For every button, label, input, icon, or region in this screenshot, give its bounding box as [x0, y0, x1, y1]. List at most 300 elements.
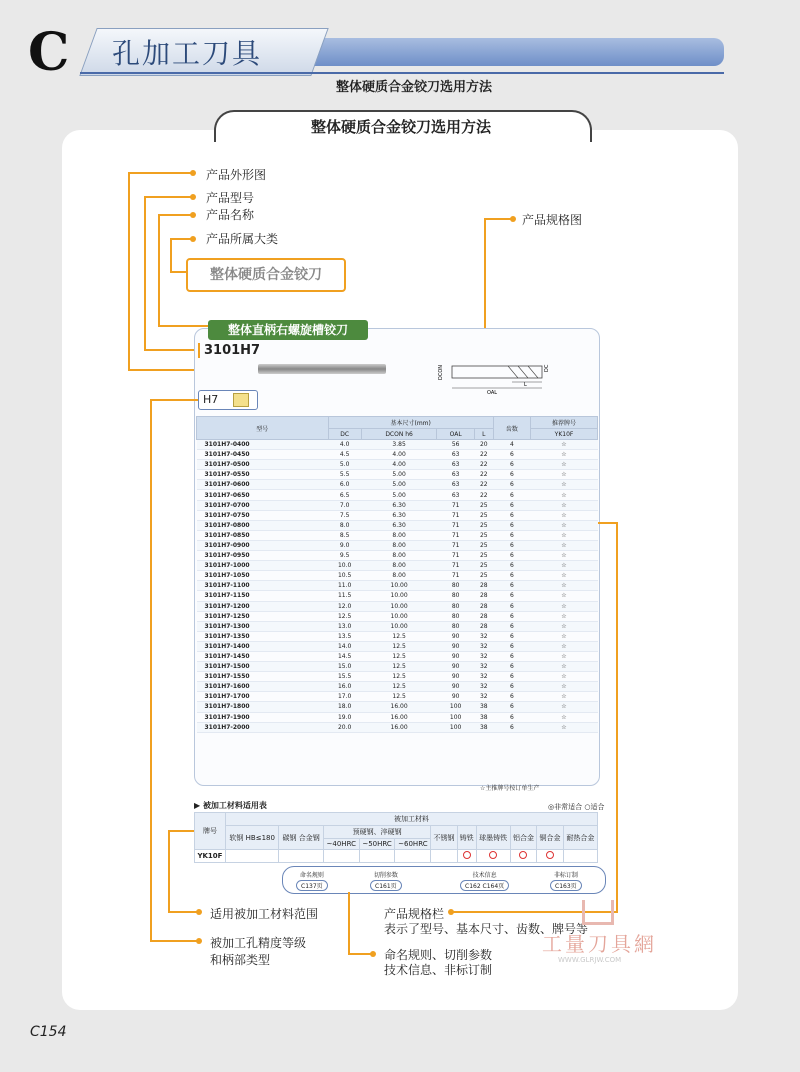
mat-col-10: 耐热合金: [563, 826, 597, 850]
dot-name: [190, 212, 196, 218]
table-cell: ☆: [531, 591, 598, 601]
table-cell: 90: [437, 672, 474, 682]
table-cell: 63: [437, 480, 474, 490]
table-row: [197, 561, 598, 571]
table-cell: 12.5: [361, 682, 437, 692]
mat-row-grade: YK10F: [195, 850, 226, 863]
label-dcon: DCON: [438, 364, 444, 380]
ref-custom[interactable]: [550, 870, 582, 891]
table-cell: 90: [437, 692, 474, 702]
table-cell: 6: [493, 500, 530, 510]
leader-outline: [128, 172, 130, 370]
table-cell: 6: [493, 510, 530, 520]
table-cell: 6: [493, 712, 530, 722]
col-model: 型号: [197, 417, 329, 440]
mat-col-5: 不锈钢: [431, 826, 457, 850]
mat-mark-cell: [431, 850, 457, 863]
ref-cutting-label: 切削参数: [373, 872, 398, 879]
leader-naming: [348, 892, 350, 954]
mat-mark-cell: [225, 850, 279, 863]
table-cell: 8.00: [361, 551, 437, 561]
table-cell: 6: [493, 470, 530, 480]
table-cell: 38: [474, 712, 493, 722]
mat-col-4: ~60HRC: [395, 839, 431, 850]
mat-col-7: 球墨铸铁: [476, 826, 510, 850]
table-cell: 71: [437, 551, 474, 561]
table-row: [197, 662, 598, 672]
table-cell: 28: [474, 611, 493, 621]
table-cell: 9.5: [328, 551, 361, 561]
header-title: 孔加工刀具: [112, 37, 263, 70]
table-cell: 71: [437, 561, 474, 571]
table-cell: 16.00: [361, 702, 437, 712]
label-l: L: [524, 382, 527, 388]
table-cell: 20.0: [328, 722, 361, 732]
table-cell: 3101H7-0850: [197, 530, 329, 540]
table-cell: 80: [437, 581, 474, 591]
dot-naming: [370, 951, 376, 957]
table-cell: 22: [474, 460, 493, 470]
table-cell: 6: [493, 551, 530, 561]
table-cell: 15.5: [328, 672, 361, 682]
table-cell: 11.5: [328, 591, 361, 601]
table-cell: 32: [474, 672, 493, 682]
table-cell: 6.30: [361, 500, 437, 510]
table-cell: 22: [474, 470, 493, 480]
table-cell: ☆: [531, 621, 598, 631]
leader-naming-end: [348, 953, 372, 955]
table-cell: 6.5: [328, 490, 361, 500]
table-cell: 3101H7-1200: [197, 601, 329, 611]
table-cell: 12.5: [361, 662, 437, 672]
table-cell: 8.00: [361, 571, 437, 581]
table-cell: 3101H7-2000: [197, 722, 329, 732]
ref-naming-label: 命名规则: [299, 872, 324, 879]
ref-cutting[interactable]: [370, 870, 402, 891]
table-cell: 4.0: [328, 440, 361, 450]
mat-mark-cell: [537, 850, 563, 863]
table-cell: 90: [437, 641, 474, 651]
table-row: [197, 712, 598, 722]
table-cell: 4.5: [328, 450, 361, 460]
table-cell: 6: [493, 530, 530, 540]
table-cell: 22: [474, 480, 493, 490]
table-cell: 5.0: [328, 460, 361, 470]
shank-icon: [233, 393, 249, 407]
table-cell: 3101H7-1000: [197, 561, 329, 571]
table-cell: 32: [474, 692, 493, 702]
table-cell: ☆: [531, 601, 598, 611]
table-cell: 10.00: [361, 611, 437, 621]
col-basic: 基本尺寸(mm): [328, 417, 493, 429]
table-cell: 10.00: [361, 621, 437, 631]
spec-note: ☆主推牌号按订单生产: [480, 785, 540, 792]
table-cell: 12.5: [361, 641, 437, 651]
watermark-url: WWW.GLRJW.COM: [558, 956, 622, 964]
table-cell: 22: [474, 490, 493, 500]
mat-mark-cell: [476, 850, 510, 863]
table-cell: 6.0: [328, 480, 361, 490]
table-cell: 32: [474, 662, 493, 672]
mat-col-group: 预硬钢、淬硬钢: [323, 826, 430, 839]
table-cell: 10.00: [361, 591, 437, 601]
table-row: [197, 672, 598, 682]
table-cell: 38: [474, 722, 493, 732]
table-row: [197, 530, 598, 540]
dot-accuracy: [196, 938, 202, 944]
table-row: [197, 520, 598, 530]
table-cell: 3101H7-1900: [197, 712, 329, 722]
table-cell: 10.0: [328, 561, 361, 571]
table-cell: 25: [474, 540, 493, 550]
material-title-text: 被加工材料适用表: [202, 801, 267, 810]
callout-accuracy-1: 被加工孔精度等级: [210, 936, 307, 950]
table-cell: 3.85: [361, 440, 437, 450]
suitable-mark-icon: [546, 851, 554, 859]
chapter-letter: C: [28, 22, 70, 83]
table-cell: 6.30: [361, 510, 437, 520]
table-cell: 6: [493, 621, 530, 631]
dot-model: [190, 194, 196, 200]
dot-spec-column: [448, 909, 454, 915]
table-cell: ☆: [531, 460, 598, 470]
table-cell: ☆: [531, 672, 598, 682]
table-cell: 20: [474, 440, 493, 450]
table-row: [197, 480, 598, 490]
table-cell: 28: [474, 601, 493, 611]
ref-tech-label: 技术信息: [472, 872, 497, 879]
table-cell: ☆: [531, 631, 598, 641]
table-cell: 63: [437, 490, 474, 500]
table-cell: 10.00: [361, 581, 437, 591]
table-cell: ☆: [531, 530, 598, 540]
table-row: [197, 722, 598, 732]
table-cell: ☆: [531, 450, 598, 460]
callout-spec-column-1: 产品规格栏: [384, 907, 445, 921]
table-cell: 6.30: [361, 520, 437, 530]
leader-material-end: [168, 911, 198, 913]
header-subtitle: 整体硬质合金铰刀选用方法: [336, 80, 493, 95]
table-row: [197, 470, 598, 480]
table-cell: 12.5: [361, 692, 437, 702]
callout-outline: 产品外形图: [206, 168, 267, 182]
table-cell: 80: [437, 591, 474, 601]
table-cell: 5.00: [361, 480, 437, 490]
ref-custom-page: C163页: [550, 880, 582, 891]
table-cell: 18.0: [328, 702, 361, 712]
table-cell: 17.0: [328, 692, 361, 702]
table-cell: 6: [493, 561, 530, 571]
table-row: [197, 460, 598, 470]
mat-col-grade: 牌号: [195, 813, 226, 850]
ref-custom-label: 非标订制: [553, 872, 578, 879]
table-cell: 13.5: [328, 631, 361, 641]
table-cell: 3101H7-0600: [197, 480, 329, 490]
table-cell: ☆: [531, 540, 598, 550]
table-cell: 3101H7-1550: [197, 672, 329, 682]
table-row: [197, 540, 598, 550]
table-cell: 15.0: [328, 662, 361, 672]
table-row: [197, 581, 598, 591]
table-cell: 71: [437, 571, 474, 581]
col-grade: 推荐牌号: [531, 417, 598, 429]
table-cell: 3101H7-0800: [197, 520, 329, 530]
table-cell: 6: [493, 702, 530, 712]
table-cell: ☆: [531, 712, 598, 722]
table-cell: 4.00: [361, 450, 437, 460]
leader-spec-drawing-h: [484, 218, 512, 220]
leader-name: [158, 214, 160, 326]
table-cell: 8.00: [361, 540, 437, 550]
col-l: L: [474, 429, 493, 440]
leader-material: [168, 830, 170, 912]
table-cell: 28: [474, 621, 493, 631]
table-row: [197, 611, 598, 621]
table-row: [197, 490, 598, 500]
table-cell: 3101H7-1700: [197, 692, 329, 702]
table-row: [197, 641, 598, 651]
table-cell: ☆: [531, 561, 598, 571]
material-title: ▶ 被加工材料适用表: [194, 801, 267, 810]
mat-col-8: 铝合金: [510, 826, 536, 850]
table-row: [197, 500, 598, 510]
table-cell: 6: [493, 520, 530, 530]
table-cell: 16.0: [328, 682, 361, 692]
table-cell: 100: [437, 702, 474, 712]
table-cell: 8.0: [328, 520, 361, 530]
leader-category-h: [170, 238, 192, 240]
table-cell: 5.00: [361, 490, 437, 500]
mat-col-material: 被加工材料: [225, 813, 597, 826]
table-cell: 5.00: [361, 470, 437, 480]
callout-spec-drawing: 产品规格图: [522, 213, 583, 227]
table-cell: 71: [437, 540, 474, 550]
table-cell: 3101H7-0450: [197, 450, 329, 460]
mat-col-3: ~50HRC: [359, 839, 395, 850]
table-cell: 3101H7-0900: [197, 540, 329, 550]
watermark-brand: 工量刀具網: [542, 932, 657, 956]
dot-spec-drawing: [510, 216, 516, 222]
table-cell: 63: [437, 450, 474, 460]
table-cell: 3101H7-1300: [197, 621, 329, 631]
col-teeth: 齿数: [493, 417, 530, 440]
table-cell: 6: [493, 601, 530, 611]
ref-naming[interactable]: [296, 870, 328, 891]
label-oal: OAL: [486, 390, 498, 394]
spec-drawing: [438, 358, 550, 394]
suitable-mark-icon: [463, 851, 471, 859]
table-cell: 6: [493, 450, 530, 460]
category-box: 整体硬质合金铰刀: [186, 258, 346, 292]
callout-accuracy-2: 和柄部类型: [210, 953, 271, 967]
col-dc: DC: [328, 429, 361, 440]
leader-spec-column: [616, 522, 618, 912]
table-cell: 5.5: [328, 470, 361, 480]
suitable-mark-icon: [489, 851, 497, 859]
spec-table: [196, 416, 598, 733]
table-cell: 12.0: [328, 601, 361, 611]
table-cell: 3101H7-0550: [197, 470, 329, 480]
table-cell: 8.00: [361, 561, 437, 571]
table-cell: 19.0: [328, 712, 361, 722]
table-cell: 25: [474, 500, 493, 510]
table-cell: 6: [493, 722, 530, 732]
table-cell: 90: [437, 662, 474, 672]
table-cell: 4.00: [361, 460, 437, 470]
table-cell: 6: [493, 581, 530, 591]
table-cell: 71: [437, 530, 474, 540]
table-cell: 6: [493, 490, 530, 500]
mat-col-2: ~40HRC: [323, 839, 359, 850]
ref-cutting-page: C161页: [370, 880, 402, 891]
table-cell: 12.5: [328, 611, 361, 621]
table-row: [197, 571, 598, 581]
mat-col-1: 碳钢 合金钢: [279, 826, 323, 850]
table-cell: 3101H7-1350: [197, 631, 329, 641]
table-cell: 6: [493, 591, 530, 601]
table-cell: 6: [493, 651, 530, 661]
table-cell: 10.00: [361, 601, 437, 611]
table-cell: 6: [493, 641, 530, 651]
table-cell: 3101H7-0700: [197, 500, 329, 510]
leader-model-h: [144, 196, 192, 198]
table-cell: 9.0: [328, 540, 361, 550]
table-cell: 3101H7-1450: [197, 651, 329, 661]
label-dc: DC: [544, 364, 550, 372]
table-cell: 6: [493, 631, 530, 641]
table-cell: 80: [437, 611, 474, 621]
table-cell: 56: [437, 440, 474, 450]
mat-mark-cell: [395, 850, 431, 863]
table-cell: 7.0: [328, 500, 361, 510]
leader-accuracy-end: [150, 940, 198, 942]
table-row: [197, 621, 598, 631]
table-cell: 32: [474, 641, 493, 651]
ref-naming-page: C137页: [296, 880, 328, 891]
table-cell: 3101H7-1250: [197, 611, 329, 621]
table-cell: 28: [474, 581, 493, 591]
table-cell: 22: [474, 450, 493, 460]
table-cell: 11.0: [328, 581, 361, 591]
table-row: [197, 510, 598, 520]
leader-name-h: [158, 214, 192, 216]
leader-material-h: [168, 830, 194, 832]
table-cell: 3101H7-1600: [197, 682, 329, 692]
table-cell: 12.5: [361, 651, 437, 661]
table-cell: ☆: [531, 470, 598, 480]
table-cell: 16.00: [361, 722, 437, 732]
mat-mark-cell: [359, 850, 395, 863]
table-cell: 3101H7-1050: [197, 571, 329, 581]
table-cell: 16.00: [361, 712, 437, 722]
table-cell: 100: [437, 722, 474, 732]
callout-naming-2: 技术信息、非标订制: [384, 963, 493, 977]
suitable-mark-icon: [519, 851, 527, 859]
table-row: [197, 450, 598, 460]
leader-accuracy-h: [150, 399, 198, 401]
table-row: [197, 440, 598, 450]
col-oal: OAL: [437, 429, 474, 440]
dot-category: [190, 236, 196, 242]
table-cell: 6: [493, 662, 530, 672]
callout-category: 产品所属大类: [206, 232, 279, 246]
callout-model: 产品型号: [206, 191, 255, 205]
table-cell: ☆: [531, 702, 598, 712]
table-cell: 3101H7-0650: [197, 490, 329, 500]
callout-material: 适用被加工材料范围: [210, 907, 319, 921]
table-cell: ☆: [531, 581, 598, 591]
table-cell: ☆: [531, 510, 598, 520]
table-cell: 3101H7-0950: [197, 551, 329, 561]
table-cell: ☆: [531, 641, 598, 651]
table-cell: 6: [493, 611, 530, 621]
leader-name-end: [158, 325, 208, 327]
mat-mark-cell: [279, 850, 323, 863]
table-cell: 32: [474, 651, 493, 661]
product-name: 整体直柄右螺旋槽铰刀: [208, 320, 368, 340]
table-cell: ☆: [531, 611, 598, 621]
table-cell: 80: [437, 601, 474, 611]
table-cell: 28: [474, 591, 493, 601]
table-cell: ☆: [531, 480, 598, 490]
table-cell: 3101H7-1400: [197, 641, 329, 651]
mat-col-0: 软钢 HB≤180: [225, 826, 279, 850]
ref-tech[interactable]: [460, 870, 509, 891]
table-cell: 25: [474, 510, 493, 520]
table-cell: 6: [493, 672, 530, 682]
table-cell: 38: [474, 702, 493, 712]
callout-spec-column-2: 表示了型号、基本尺寸、齿数、牌号等: [384, 922, 589, 936]
table-cell: 8.00: [361, 530, 437, 540]
leader-outline-h: [128, 172, 192, 174]
table-cell: ☆: [531, 571, 598, 581]
table-cell: 3101H7-1100: [197, 581, 329, 591]
leader-spec-column-h: [598, 522, 618, 524]
table-cell: 25: [474, 561, 493, 571]
reamer-image: [258, 364, 386, 374]
table-cell: 3101H7-1800: [197, 702, 329, 712]
table-cell: 6: [493, 480, 530, 490]
table-cell: ☆: [531, 440, 598, 450]
header-bar: [290, 38, 724, 66]
table-cell: ☆: [531, 500, 598, 510]
table-cell: ☆: [531, 490, 598, 500]
table-cell: 12.5: [361, 631, 437, 641]
table-cell: ☆: [531, 651, 598, 661]
table-row: [197, 551, 598, 561]
mat-mark-cell: [323, 850, 359, 863]
table-cell: 100: [437, 712, 474, 722]
table-cell: 10.5: [328, 571, 361, 581]
table-cell: 8.5: [328, 530, 361, 540]
table-cell: ☆: [531, 662, 598, 672]
tolerance-label: H7: [203, 393, 219, 406]
leader-category: [170, 238, 172, 272]
table-cell: 6: [493, 540, 530, 550]
table-cell: 90: [437, 682, 474, 692]
col-dcon: DCON h6: [361, 429, 437, 440]
mat-mark-cell: [563, 850, 597, 863]
table-cell: 71: [437, 520, 474, 530]
table-row: [197, 682, 598, 692]
dot-outline: [190, 170, 196, 176]
table-cell: 13.0: [328, 621, 361, 631]
table-cell: 4: [493, 440, 530, 450]
material-legend: ◎非常适合 ○适合: [548, 803, 605, 811]
table-cell: 6: [493, 692, 530, 702]
watermark-logo: [582, 900, 614, 925]
table-cell: 14.5: [328, 651, 361, 661]
